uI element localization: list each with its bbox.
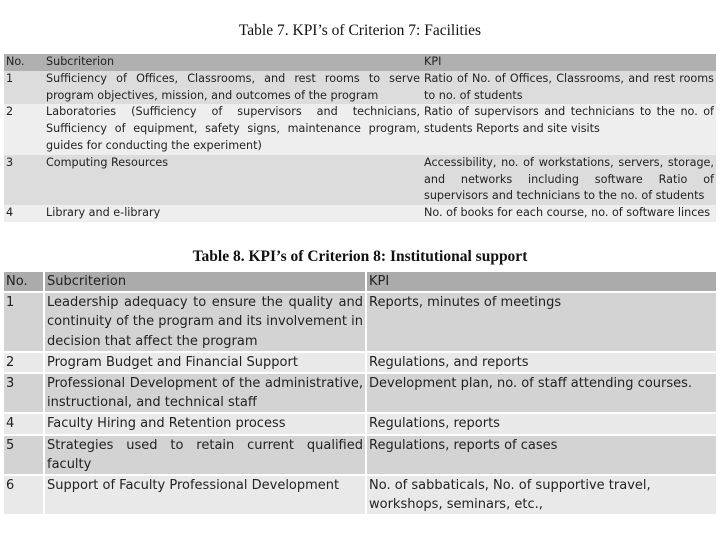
row-kpi: Regulations, and reports: [366, 352, 716, 373]
row-subcriterion: Support of Faculty Professional Development: [44, 475, 366, 515]
row-no: 4: [4, 413, 44, 434]
table8: [4, 272, 716, 516]
row-kpi: Ratio of No. of Offices, Classrooms, and rest rooms to no. of students: [422, 71, 716, 105]
table-row: [4, 373, 716, 413]
row-kpi: Reports, minutes of meetings: [366, 292, 716, 352]
row-subcriterion: Sufficiency of Offices, Classrooms, and rest rooms to serve program objectives, mission, and outcomes of the program: [44, 71, 422, 105]
table-row: [4, 352, 716, 373]
header-subcriterion: Subcriterion: [44, 272, 366, 292]
row-no: 1: [4, 71, 44, 105]
row-no: 4: [4, 205, 44, 222]
header-subcriterion: Subcriterion: [44, 54, 422, 71]
row-subcriterion: Computing Resources: [44, 155, 422, 205]
table-row: [4, 104, 716, 154]
row-subcriterion: Strategies used to retain current qualified faculty: [44, 435, 366, 475]
table-row: [4, 71, 716, 105]
table-row: [4, 475, 716, 515]
table7: [4, 54, 716, 222]
header-no: No.: [4, 54, 44, 71]
row-no: 2: [4, 352, 44, 373]
header-kpi: KPI: [422, 54, 716, 71]
header-kpi: KPI: [366, 272, 716, 292]
row-no: 6: [4, 475, 44, 515]
row-kpi: Ratio of supervisors and technicians to the no. of students Reports and site visits: [422, 104, 716, 154]
row-subcriterion: Laboratories (Sufficiency of supervisors and technicians, Sufficiency of equipment, safety signs, maintenance program, guides for conducting the experiment): [44, 104, 422, 154]
row-no: 5: [4, 435, 44, 475]
row-subcriterion: Professional Development of the administrative, instructional, and technical staff: [44, 373, 366, 413]
table7-header-row: [4, 54, 716, 71]
table8-header-row: [4, 272, 716, 292]
row-kpi: Regulations, reports of cases: [366, 435, 716, 475]
row-kpi: No. of books for each course, no. of software linces: [422, 205, 716, 222]
row-kpi: No. of sabbaticals, No. of supportive travel, workshops, seminars, etc.,: [366, 475, 716, 515]
row-subcriterion: Library and e-library: [44, 205, 422, 222]
row-no: 3: [4, 373, 44, 413]
header-no: No.: [4, 272, 44, 292]
table-row: [4, 155, 716, 205]
table-row: [4, 413, 716, 434]
row-no: 3: [4, 155, 44, 205]
row-subcriterion: Program Budget and Financial Support: [44, 352, 366, 373]
row-kpi: Regulations, reports: [366, 413, 716, 434]
row-subcriterion: Faculty Hiring and Retention process: [44, 413, 366, 434]
table8-title: Table 8. KPI’s of Criterion 8: Institutional support: [192, 248, 528, 265]
table-row: [4, 292, 716, 352]
row-no: 2: [4, 104, 44, 154]
row-kpi: Accessibility, no. of workstations, servers, storage, and networks including software Ratio of supervisors and technicians to the no. of students: [422, 155, 716, 205]
row-kpi: Development plan, no. of staff attending courses.: [366, 373, 716, 413]
row-no: 1: [4, 292, 44, 352]
table7-title: Table 7. KPI’s of Criterion 7: Facilities: [238, 22, 482, 39]
row-subcriterion: Leadership adequacy to ensure the quality and continuity of the program and its involvement in decision that affect the program: [44, 292, 366, 352]
table-row: [4, 205, 716, 222]
table-row: [4, 435, 716, 475]
